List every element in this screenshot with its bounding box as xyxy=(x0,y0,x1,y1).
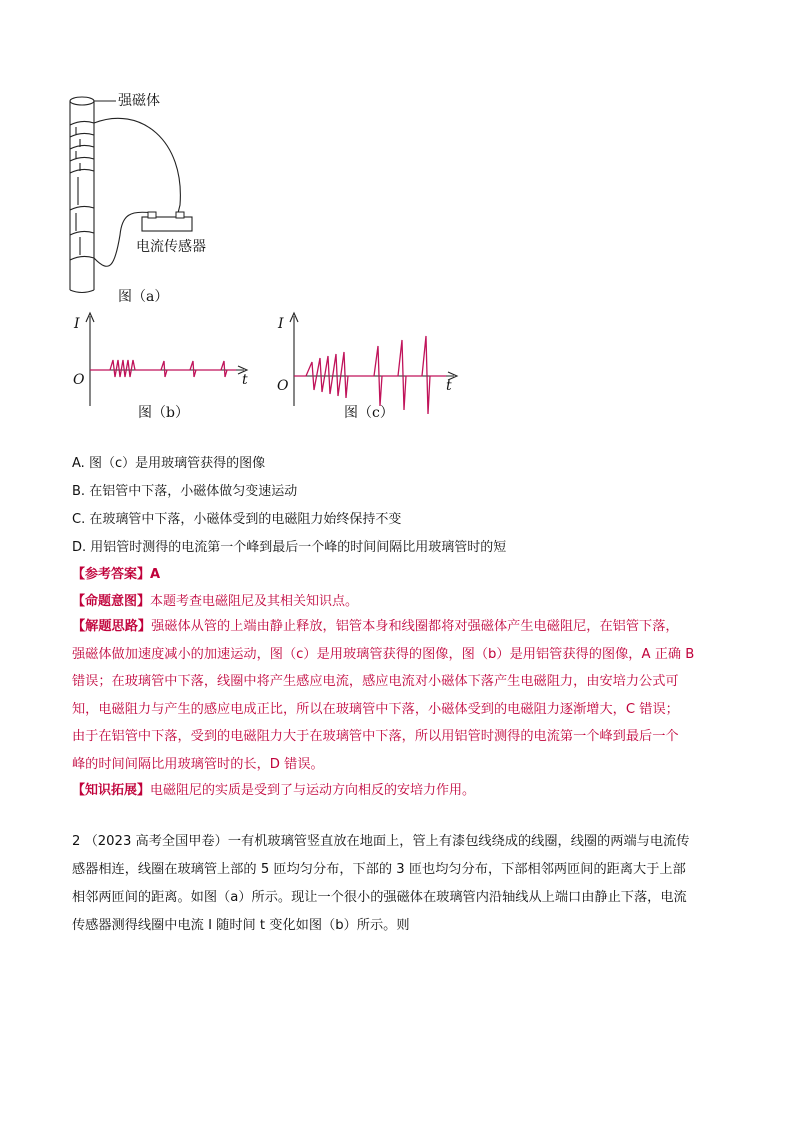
sensor-label: 电流传感器 xyxy=(136,239,206,255)
extension-text: 电磁阻尼的实质是受到了与运动方向相反的安培力作用。 xyxy=(150,783,476,798)
option-a-text: 图（c）是用玻璃管获得的图像 xyxy=(88,456,266,471)
question-2 xyxy=(72,828,732,940)
question-2-line-4: 传感器测得线圈中电流 I 随时间 t 变化如图（b）所示。则 xyxy=(72,918,410,933)
option-b-letter: B. xyxy=(72,484,86,499)
fig-b-x-axis-label: t xyxy=(242,372,248,388)
option-b xyxy=(72,483,297,501)
analysis-tag: 【解题思路】 xyxy=(72,619,152,634)
figure-b-caption: 图（b） xyxy=(138,405,189,421)
analysis-line-4: 知，电磁阻力与产生的感应电成正比，所以在玻璃管中下落，小磁体受到的电磁阻力逐渐增大，C 错误； xyxy=(72,701,679,717)
option-c-text: 在玻璃管中下落，小磁体受到的电磁阻力始终保持不变 xyxy=(89,512,402,527)
fig-c-y-axis-label: I xyxy=(278,316,284,332)
option-d-text: 用铝管时测得的电流第一个峰到最后一个峰的时间间隔比用玻璃管时的短 xyxy=(90,540,507,555)
analysis-line-3: 错误；在玻璃管中下落，线圈中将产生感应电流，感应电流对小磁体下落产生电磁阻力，由安培力公式可 xyxy=(72,674,679,689)
fig-c-origin-label: O xyxy=(277,378,289,394)
reference-answer xyxy=(72,566,160,584)
extension-tag: 【知识拓展】 xyxy=(72,783,151,798)
question-2-line-2: 感器相连，线圈在玻璃管上部的 5 匝均匀分布，下部的 3 匝也均匀分布，下部相邻两匝间的距离大于上部 xyxy=(72,862,686,877)
intent-text: 本题考查电磁阻尼及其相关知识点。 xyxy=(150,594,359,609)
option-d xyxy=(72,539,506,557)
option-d-letter: D. xyxy=(72,540,87,555)
magnet-label: 强磁体 xyxy=(118,93,160,109)
option-c-letter: C. xyxy=(72,512,86,527)
option-a-letter: A. xyxy=(72,456,85,471)
knowledge-extension xyxy=(72,782,475,800)
figure-a-apparatus xyxy=(60,85,250,310)
question-2-line-3: 相邻两匝间的距离。如图（a）所示。现让一个很小的强磁体在玻璃管内沿轴线从上端口由静止下落，电流 xyxy=(72,890,687,905)
analysis-line-2: 强磁体做加速度减小的加速运动，图（c）是用玻璃管获得的图像，图（b）是用铝管获得的图像，A 正确 B xyxy=(72,646,695,662)
fig-b-y-axis-label: I xyxy=(74,316,80,332)
answer-value: A xyxy=(150,567,161,582)
fig-b-current-trace xyxy=(90,360,236,377)
answer-tag: 【参考答案】 xyxy=(72,567,151,582)
option-c xyxy=(72,511,401,529)
figure-b-graph xyxy=(66,310,266,425)
solution-analysis xyxy=(72,613,732,778)
option-a xyxy=(72,455,265,473)
analysis-line-1: 强磁体从管的上端由静止释放，铝管本身和线圈都将对强磁体产生电磁阻尼，在铝管下落， xyxy=(151,619,679,634)
analysis-line-6: 峰的时间间隔比用玻璃管时的长，D 错误。 xyxy=(72,756,324,772)
fig-c-current-trace xyxy=(294,336,446,414)
fig-c-x-axis-label: t xyxy=(446,378,452,394)
question-2-line-1: 2 （2023 高考全国甲卷）一有机玻璃管竖直放在地面上，管上有漆包线绕成的线圈，线圈的两端与电流传 xyxy=(72,834,690,849)
fig-b-origin-label: O xyxy=(73,372,85,388)
analysis-line-5: 由于在铝管中下落，受到的电磁阻力大于在玻璃管中下落，所以用铝管时测得的电流第一个峰到最后一个 xyxy=(72,729,679,744)
figure-a-caption: 图（a） xyxy=(118,289,169,305)
figure-c-graph xyxy=(270,310,470,425)
intent-tag: 【命题意图】 xyxy=(72,594,151,609)
question-intent xyxy=(72,593,358,611)
figure-c-caption: 图（c） xyxy=(344,405,394,421)
option-b-text: 在铝管中下落，小磁体做匀变速运动 xyxy=(89,484,298,499)
